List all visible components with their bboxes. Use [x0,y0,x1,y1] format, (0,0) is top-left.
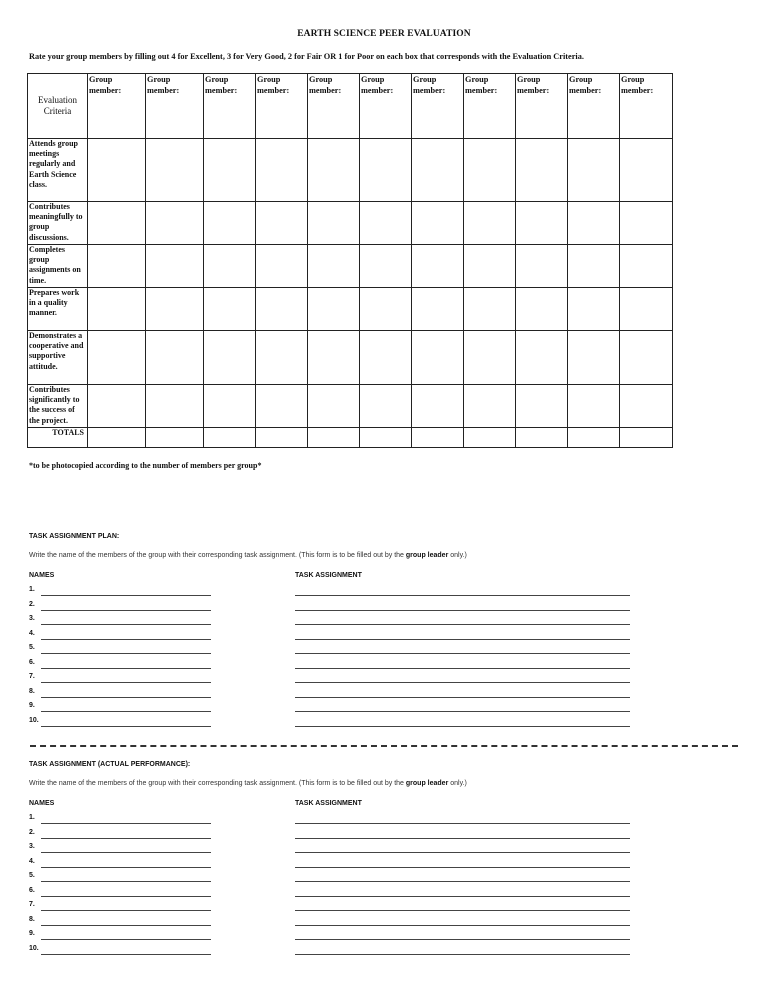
name-blank-line[interactable] [41,610,211,611]
assignment-row [29,717,729,729]
criteria-row [28,288,673,331]
row-number: 5. [29,644,35,651]
name-blank-line[interactable] [41,726,211,727]
rating-cell[interactable] [256,288,308,331]
name-blank-line[interactable] [41,939,211,940]
row-number: 5. [29,872,35,879]
criteria-row [28,331,673,385]
rating-cell[interactable] [464,139,516,202]
actual-heading: TASK ASSIGNMENT (ACTUAL PERFORMANCE): [29,761,191,768]
rating-cell[interactable] [412,331,464,385]
rating-cell[interactable] [516,288,568,331]
totals-row [28,428,673,448]
name-blank-line[interactable] [41,954,211,955]
row-number: 9. [29,930,35,937]
total-cell[interactable] [568,428,620,448]
rating-cell[interactable] [308,139,360,202]
rating-cell[interactable] [360,288,412,331]
group-member-header: Group member: [464,74,516,139]
row-number: 7. [29,901,35,908]
row-number: 2. [29,828,35,836]
plan-task-header: TASK ASSIGNMENT [295,572,362,579]
group-member-header: Group member: [568,74,620,139]
row-number: 10. [29,716,39,724]
total-cell[interactable] [204,428,256,448]
task-blank-line[interactable] [295,668,630,669]
rating-cell[interactable] [360,331,412,385]
task-blank-line[interactable] [295,697,630,698]
rating-cell[interactable] [620,245,673,288]
rating-cell[interactable] [620,288,673,331]
row-number: 3. [29,615,35,622]
rating-cell[interactable] [88,139,146,202]
actual-names-header: NAMES [29,800,55,807]
assignment-row [29,630,729,642]
total-cell[interactable] [412,428,464,448]
rating-cell[interactable] [412,139,464,202]
assignment-row [29,673,729,685]
name-blank-line[interactable] [41,881,211,882]
assignment-row [29,688,729,700]
group-member-header: Group member: [516,74,568,139]
group-member-header: Group member: [88,74,146,139]
rating-cell[interactable] [568,202,620,245]
plan-instructions: Write the name of the members of the group with their corresponding task assignment. (This form is to be filled out by the group leader only.) [29,552,467,559]
rating-cell[interactable] [516,202,568,245]
row-number: 7. [29,673,35,680]
rating-cell[interactable] [308,288,360,331]
rating-cell[interactable] [256,245,308,288]
rating-cell[interactable] [360,139,412,202]
rating-cell[interactable] [412,202,464,245]
assignment-row [29,858,729,870]
page-title: EARTH SCIENCE PEER EVALUATION [297,29,471,39]
rating-cell[interactable] [412,245,464,288]
row-number: 4. [29,629,35,637]
rating-cell[interactable] [360,245,412,288]
row-number: 10. [29,944,39,952]
group-member-header: Group member: [412,74,464,139]
criteria-label: Completes group assignments on time. [28,245,88,288]
assignment-row [29,916,729,928]
task-blank-line[interactable] [295,624,630,625]
rating-cell[interactable] [360,202,412,245]
name-blank-line[interactable] [41,653,211,654]
rating-cell[interactable] [204,288,256,331]
rating-instructions: Rate your group members by filling out 4 for Excellent, 3 for Very Good, 2 for Fair OR 1 for Poor on each box that corresponds with the Evaluation Criteria. [29,52,584,61]
rating-cell[interactable] [568,385,620,428]
task-blank-line[interactable] [295,867,630,868]
row-number: 9. [29,702,35,709]
row-number: 1. [29,586,35,593]
row-number: 8. [29,687,35,695]
rating-cell[interactable] [568,139,620,202]
assignment-row [29,945,729,957]
rating-cell[interactable] [464,331,516,385]
row-number: 2. [29,600,35,608]
criteria-label: Demonstrates a cooperative and supportive attitude. [28,331,88,385]
total-cell[interactable] [308,428,360,448]
task-blank-line[interactable] [295,682,630,683]
rating-cell[interactable] [412,288,464,331]
task-blank-line[interactable] [295,823,630,824]
rating-cell[interactable] [308,245,360,288]
rating-cell[interactable] [516,385,568,428]
rating-cell[interactable] [146,331,204,385]
assignment-row [29,930,729,942]
name-blank-line[interactable] [41,639,211,640]
assignment-row [29,872,729,884]
rating-cell[interactable] [146,245,204,288]
task-blank-line[interactable] [295,595,630,596]
criteria-label: Prepares work in a quality manner. [28,288,88,331]
plan-heading: TASK ASSIGNMENT PLAN: [29,533,120,540]
task-blank-line[interactable] [295,639,630,640]
criteria-label: Attends group meetings regularly and Earth Science class. [28,139,88,202]
rating-cell[interactable] [464,202,516,245]
rating-cell[interactable] [620,331,673,385]
task-blank-line[interactable] [295,954,630,955]
name-blank-line[interactable] [41,838,211,839]
rating-cell[interactable] [256,331,308,385]
name-blank-line[interactable] [41,910,211,911]
rating-cell[interactable] [88,288,146,331]
rating-cell[interactable] [308,202,360,245]
rating-cell[interactable] [516,139,568,202]
rating-cell[interactable] [568,331,620,385]
row-number: 8. [29,915,35,923]
name-blank-line[interactable] [41,682,211,683]
rating-cell[interactable] [464,385,516,428]
evaluation-criteria-header: Evaluation Criteria [28,74,88,139]
rating-cell[interactable] [204,331,256,385]
name-blank-line[interactable] [41,896,211,897]
name-blank-line[interactable] [41,823,211,824]
total-cell[interactable] [360,428,412,448]
task-blank-line[interactable] [295,939,630,940]
assignment-row [29,659,729,671]
rating-cell[interactable] [88,202,146,245]
rating-cell[interactable] [568,245,620,288]
criteria-row [28,245,673,288]
rating-cell[interactable] [412,385,464,428]
group-member-header: Group member: [146,74,204,139]
photocopy-note: *to be photocopied according to the number of members per group* [29,461,262,470]
rating-cell[interactable] [516,331,568,385]
assignment-row [29,843,729,855]
total-cell[interactable] [620,428,673,448]
assignment-row [29,702,729,714]
rating-cell[interactable] [516,245,568,288]
group-member-header: Group member: [256,74,308,139]
rating-cell[interactable] [204,245,256,288]
name-blank-line[interactable] [41,668,211,669]
task-blank-line[interactable] [295,653,630,654]
name-blank-line[interactable] [41,711,211,712]
rating-cell[interactable] [88,331,146,385]
rating-cell[interactable] [256,202,308,245]
rating-cell[interactable] [256,139,308,202]
task-blank-line[interactable] [295,925,630,926]
criteria-label: Contributes meaningfully to group discussions. [28,202,88,245]
rating-cell[interactable] [204,202,256,245]
task-blank-line[interactable] [295,838,630,839]
rating-cell[interactable] [88,385,146,428]
criteria-row [28,385,673,428]
rating-cell[interactable] [88,245,146,288]
assignment-row [29,887,729,899]
rating-cell[interactable] [146,202,204,245]
task-blank-line[interactable] [295,711,630,712]
total-cell[interactable] [146,428,204,448]
rating-cell[interactable] [146,385,204,428]
total-cell[interactable] [256,428,308,448]
rating-cell[interactable] [464,245,516,288]
rating-cell[interactable] [256,385,308,428]
task-blank-line[interactable] [295,910,630,911]
assignment-row [29,829,729,841]
plan-names-header: NAMES [29,572,55,579]
cut-line-divider [30,745,738,747]
total-cell[interactable] [88,428,146,448]
rating-cell[interactable] [204,385,256,428]
rating-cell[interactable] [308,331,360,385]
totals-label: TOTALS [28,428,88,448]
criteria-label: Contributes significantly to the success of the project. [28,385,88,428]
assignment-row [29,814,729,826]
name-blank-line[interactable] [41,925,211,926]
group-member-header: Group member: [308,74,360,139]
name-blank-line[interactable] [41,852,211,853]
task-blank-line[interactable] [295,896,630,897]
actual-instructions: Write the name of the members of the group with their corresponding task assignment. (This form is to be filled out by the group leader only.) [29,780,467,787]
actual-task-header: TASK ASSIGNMENT [295,800,362,807]
row-number: 4. [29,857,35,865]
name-blank-line[interactable] [41,595,211,596]
group-member-header: Group member: [620,74,673,139]
peer-evaluation-table [27,73,673,448]
rating-cell[interactable] [204,139,256,202]
rating-cell[interactable] [360,385,412,428]
row-number: 3. [29,843,35,850]
total-cell[interactable] [464,428,516,448]
rating-cell[interactable] [146,288,204,331]
rating-cell[interactable] [146,139,204,202]
task-blank-line[interactable] [295,610,630,611]
rating-cell[interactable] [620,139,673,202]
criteria-row [28,202,673,245]
task-blank-line[interactable] [295,852,630,853]
name-blank-line[interactable] [41,697,211,698]
row-number: 6. [29,886,35,894]
assignment-row [29,615,729,627]
rating-cell[interactable] [464,288,516,331]
task-blank-line[interactable] [295,881,630,882]
assignment-row [29,901,729,913]
task-blank-line[interactable] [295,726,630,727]
name-blank-line[interactable] [41,624,211,625]
row-number: 1. [29,814,35,821]
group-member-header: Group member: [360,74,412,139]
rating-cell[interactable] [308,385,360,428]
total-cell[interactable] [516,428,568,448]
assignment-row [29,644,729,656]
rating-cell[interactable] [568,288,620,331]
assignment-row [29,586,729,598]
name-blank-line[interactable] [41,867,211,868]
rating-cell[interactable] [620,385,673,428]
group-member-header: Group member: [204,74,256,139]
assignment-row [29,601,729,613]
rating-cell[interactable] [620,202,673,245]
row-number: 6. [29,658,35,666]
criteria-row [28,139,673,202]
